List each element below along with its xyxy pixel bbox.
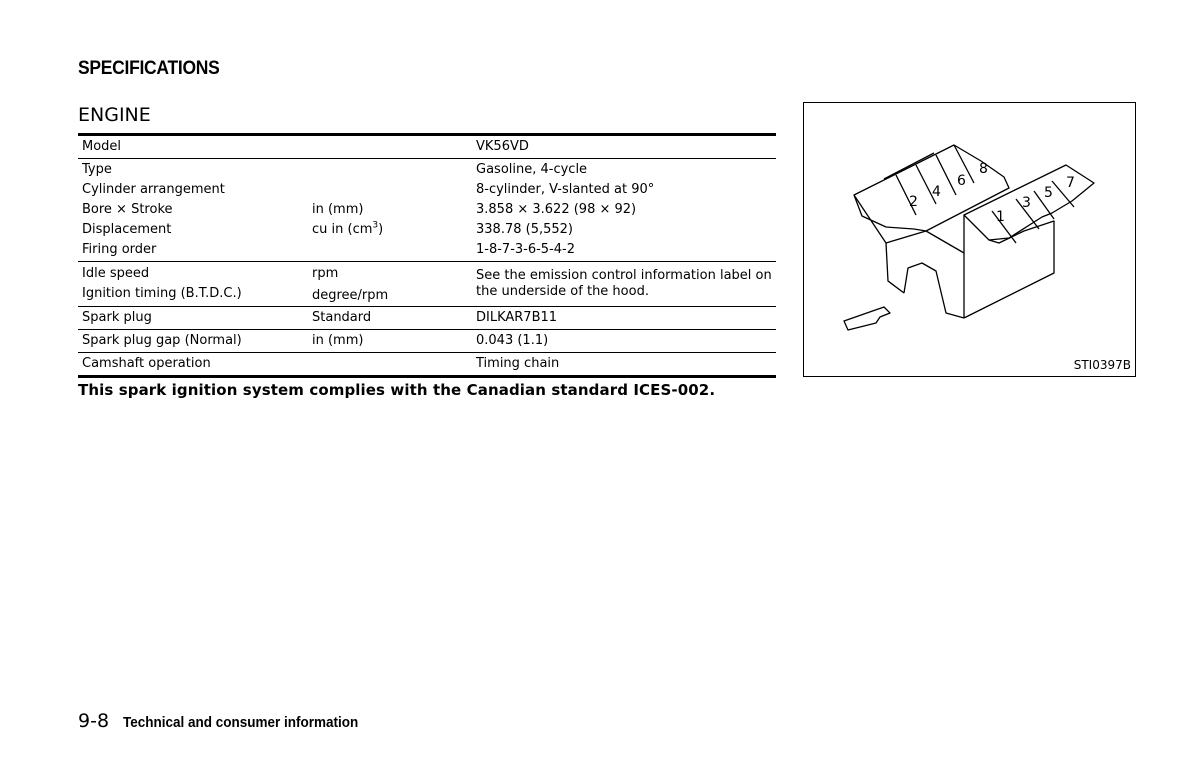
- table-row-spark-gap: [78, 329, 776, 352]
- compliance-note: This spark ignition system complies with the Canadian standard ICES-002.: [78, 381, 716, 399]
- row-value: See the emission control information label on: [476, 268, 772, 283]
- row-unit: [312, 137, 476, 157]
- row-unit: in (mm): [312, 202, 364, 217]
- cylinder-label: 2: [909, 194, 918, 210]
- row-label: Displacement: [82, 222, 172, 237]
- row-value: 1-8-7-3-6-5-4-2: [476, 242, 576, 257]
- cylinder-label: 7: [1066, 175, 1075, 191]
- table-group-basic: [78, 158, 776, 261]
- engine-heading: ENGINE: [78, 104, 151, 126]
- cylinder-label: 3: [1022, 195, 1031, 211]
- row-unit: [312, 240, 476, 260]
- table-row-model: [78, 136, 776, 158]
- row-label: Bore × Stroke: [82, 202, 173, 217]
- row-label: Spark plug gap (Normal): [82, 333, 242, 348]
- cylinder-label: 1: [996, 209, 1005, 225]
- row-label: Cylinder arrangement: [82, 182, 225, 197]
- page-footer: [78, 710, 384, 732]
- row-value: the underside of the hood.: [476, 284, 649, 299]
- section-title: SPECIFICATIONS: [78, 58, 220, 79]
- row-label: Spark plug: [82, 310, 152, 325]
- page-number: 9-8: [78, 710, 110, 732]
- row-value: Timing chain: [476, 356, 560, 371]
- row-value: DILKAR7B11: [476, 310, 558, 325]
- row-unit: [312, 180, 476, 200]
- row-unit: cu in $(cm^3)$: [312, 220, 384, 237]
- engine-block-drawing: [804, 103, 1137, 378]
- row-label: Idle speed: [82, 266, 150, 281]
- row-unit: rpm: [312, 266, 339, 281]
- row-value: 0.043 (1.1): [476, 333, 549, 348]
- row-label: Type: [82, 162, 112, 177]
- table-group-idle-ignition: [78, 261, 776, 306]
- row-unit: [312, 160, 476, 180]
- row-value: 3.858 × 3.622 (98 × 92): [476, 202, 637, 217]
- cylinder-label: 6: [957, 173, 966, 189]
- row-unit: degree/rpm: [312, 288, 389, 303]
- row-value: 338.78 (5,552): [476, 222, 573, 237]
- figure-code: STI0397B: [1073, 358, 1131, 372]
- row-unit: in (mm): [312, 333, 364, 348]
- table-row-camshaft: [78, 352, 776, 375]
- row-unit: [312, 354, 476, 374]
- chapter-title: Technical and consumer information: [123, 714, 359, 731]
- row-label: Firing order: [82, 242, 157, 257]
- cylinder-label: 4: [932, 184, 941, 200]
- row-label: Model: [82, 139, 122, 154]
- cylinder-label: 8: [979, 161, 988, 177]
- cylinder-label: 5: [1044, 185, 1053, 201]
- engine-spec-table: [78, 133, 776, 378]
- row-value: 8-cylinder, V-slanted at 90°: [476, 182, 655, 197]
- row-unit: Standard: [312, 310, 372, 325]
- row-value: Gasoline, 4-cycle: [476, 162, 588, 177]
- row-label: Ignition timing (B.T.D.C.): [82, 286, 242, 301]
- engine-cylinder-diagram: [803, 102, 1136, 377]
- row-value: VK56VD: [476, 139, 529, 154]
- row-label: Camshaft operation: [82, 356, 211, 371]
- table-row-spark-plug: [78, 306, 776, 329]
